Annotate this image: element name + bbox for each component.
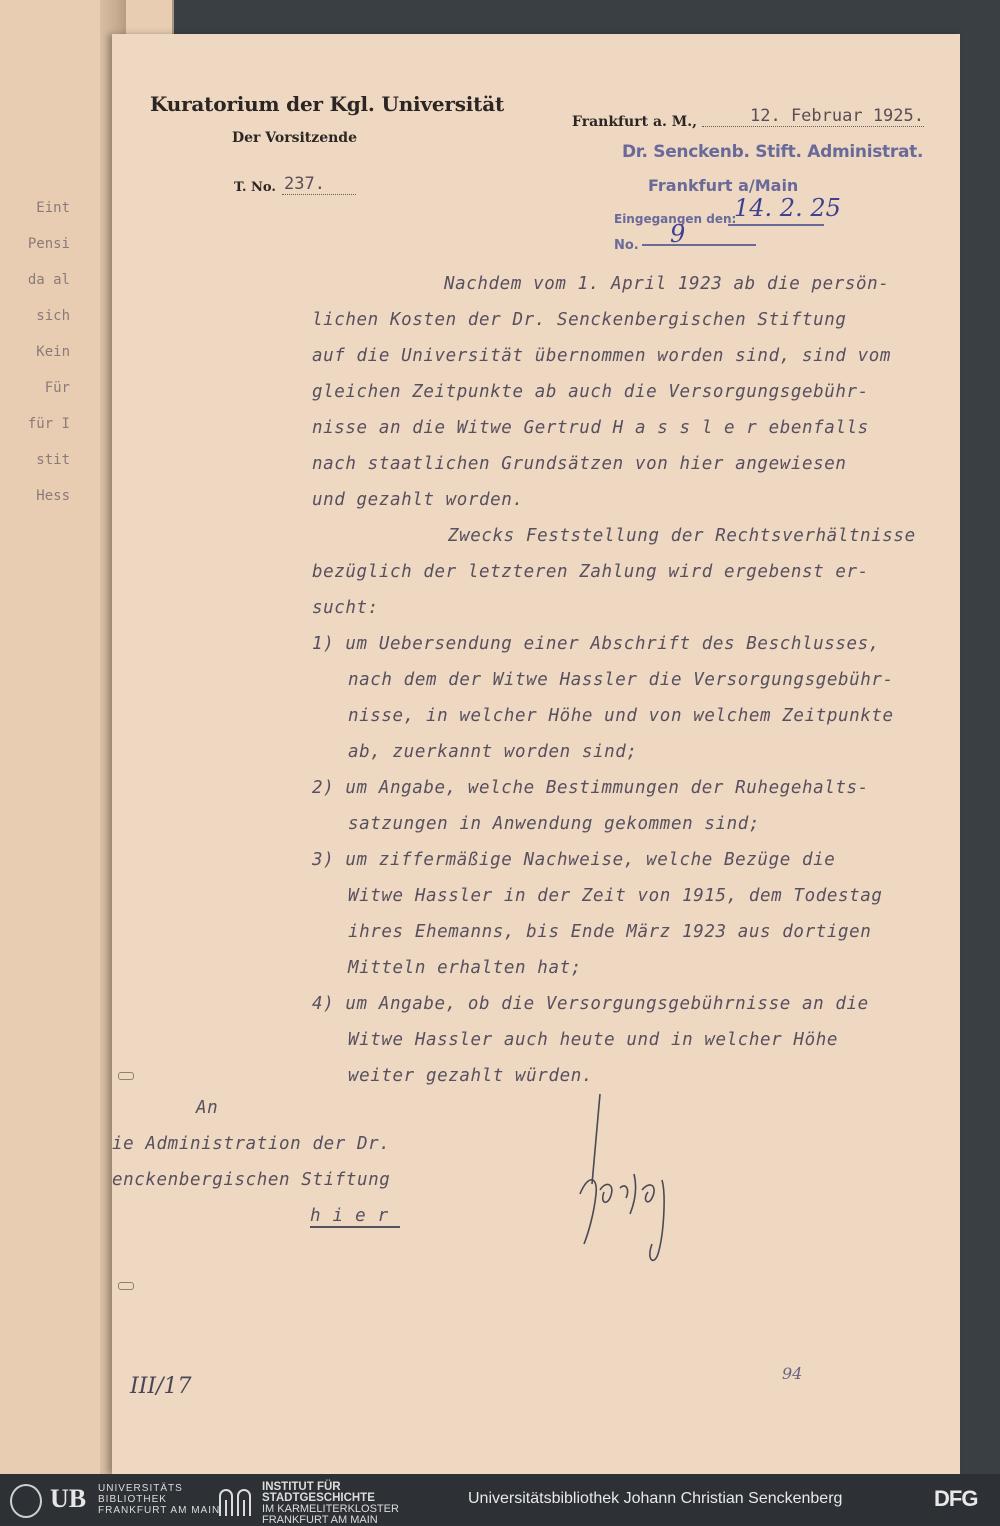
isg-arches-icon bbox=[218, 1484, 252, 1516]
body-line: bezüglich der letzteren Zahlung wird ergebenst er- bbox=[312, 562, 869, 582]
dfg-logo: DFG bbox=[934, 1486, 978, 1511]
archive-folio-mark: III/17 bbox=[130, 1374, 192, 1399]
body-line: Mitteln erhalten hat; bbox=[348, 958, 582, 978]
body-line: Nachdem vom 1. April 1923 ab die persön- bbox=[444, 274, 890, 294]
stamp-number-underline bbox=[642, 244, 756, 246]
body-line: Witwe Hassler auch heute und in welcher Höhe bbox=[348, 1030, 838, 1050]
body-line: gleichen Zeitpunkte ab auch die Versorgungsgebühr- bbox=[312, 382, 869, 402]
list-item-2: 2) um Angabe, welche Bestimmungen der Ruhegehalts- bbox=[312, 778, 869, 798]
letterhead-organization: Kuratorium der Kgl. Universität bbox=[150, 92, 505, 116]
address-line-2: enckenbergischen Stiftung bbox=[112, 1170, 391, 1190]
reference-number: 237. bbox=[282, 174, 356, 195]
body-line: Witwe Hassler in der Zeit von 1915, dem Todestag bbox=[348, 886, 883, 906]
list-item-3: 3) um ziffermäßige Nachweise, welche Bezüge die bbox=[312, 850, 836, 870]
letter-place: Frankfurt a. M., bbox=[572, 114, 698, 130]
stamp-institution: Dr. Senckenb. Stift. Administrat. bbox=[622, 142, 924, 162]
body-line: weiter gezahlt würden. bbox=[348, 1066, 593, 1086]
footer-library-title: Universitätsbibliothek Johann Christian Senckenberg bbox=[468, 1490, 843, 1507]
body-line: nach dem der Witwe Hassler die Versorgungsgebühr- bbox=[348, 670, 894, 690]
stamp-number-label: No. bbox=[614, 238, 639, 253]
handwritten-received-date: 14. 2. 25 bbox=[734, 194, 841, 222]
reference-number-label: T. No. bbox=[234, 180, 276, 195]
body-line: und gezahlt worden. bbox=[312, 490, 524, 510]
body-line: auf die Universität übernommen worden sind, sind vom bbox=[312, 346, 892, 366]
body-line: ihres Ehemanns, bis Ende März 1923 aus dortigen bbox=[348, 922, 872, 942]
letter-date: 12. Februar 1925. bbox=[702, 106, 924, 127]
isg-name: INSTITUT FÜR STADTGESCHICHTE IM KARMELITERKLOSTER FRANKFURT AM MAIN bbox=[262, 1481, 399, 1526]
binding-clip bbox=[118, 1282, 134, 1290]
address-line-3: hier bbox=[310, 1206, 401, 1226]
letter-page bbox=[112, 34, 960, 1474]
stamp-date-underline bbox=[728, 224, 824, 226]
handwritten-signature bbox=[570, 1094, 720, 1274]
address-line-1: ie Administration der Dr. bbox=[112, 1134, 391, 1154]
body-line: sucht: bbox=[312, 598, 379, 618]
body-line: lichen Kosten der Dr. Senckenbergischen Stiftung bbox=[312, 310, 847, 330]
ub-seal-icon bbox=[10, 1484, 42, 1518]
list-item-1: 1) um Uebersendung einer Abschrift des Beschlusses, bbox=[312, 634, 880, 654]
body-line: ab, zuerkannt worden sind; bbox=[348, 742, 638, 762]
body-line: nisse, in welcher Höhe und von welchem Zeitpunkte bbox=[348, 706, 894, 726]
ub-logo: UB bbox=[50, 1484, 87, 1513]
ub-name: UNIVERSITÄTS BIBLIOTHEK FRANKFURT AM MAIN bbox=[98, 1483, 221, 1516]
handwritten-entry-number: 9 bbox=[670, 220, 686, 248]
list-item-4: 4) um Angabe, ob die Versorgungsgebührnisse an die bbox=[312, 994, 869, 1014]
stamp-received-label: Eingegangen den: bbox=[614, 212, 737, 226]
body-line: nach staatlichen Grundsätzen von hier angewiesen bbox=[312, 454, 847, 474]
body-line: Zwecks Feststellung der Rechtsverhältnisse bbox=[448, 526, 916, 546]
page-number-note: 94 bbox=[782, 1364, 803, 1383]
underlying-page-text: Eint Pensi da al sich Kein Für für I stit Hess bbox=[27, 200, 70, 504]
address-an: An bbox=[196, 1098, 219, 1118]
body-line: nisse an die Witwe Gertrud H a s s l e r ebenfalls bbox=[312, 418, 869, 438]
viewer-footer bbox=[0, 1474, 1000, 1524]
stamp-city: Frankfurt a/Main bbox=[648, 176, 799, 195]
letterhead-chairman: Der Vorsitzende bbox=[232, 130, 357, 146]
binding-clip bbox=[118, 1072, 134, 1080]
body-line: satzungen in Anwendung gekommen sind; bbox=[348, 814, 761, 834]
